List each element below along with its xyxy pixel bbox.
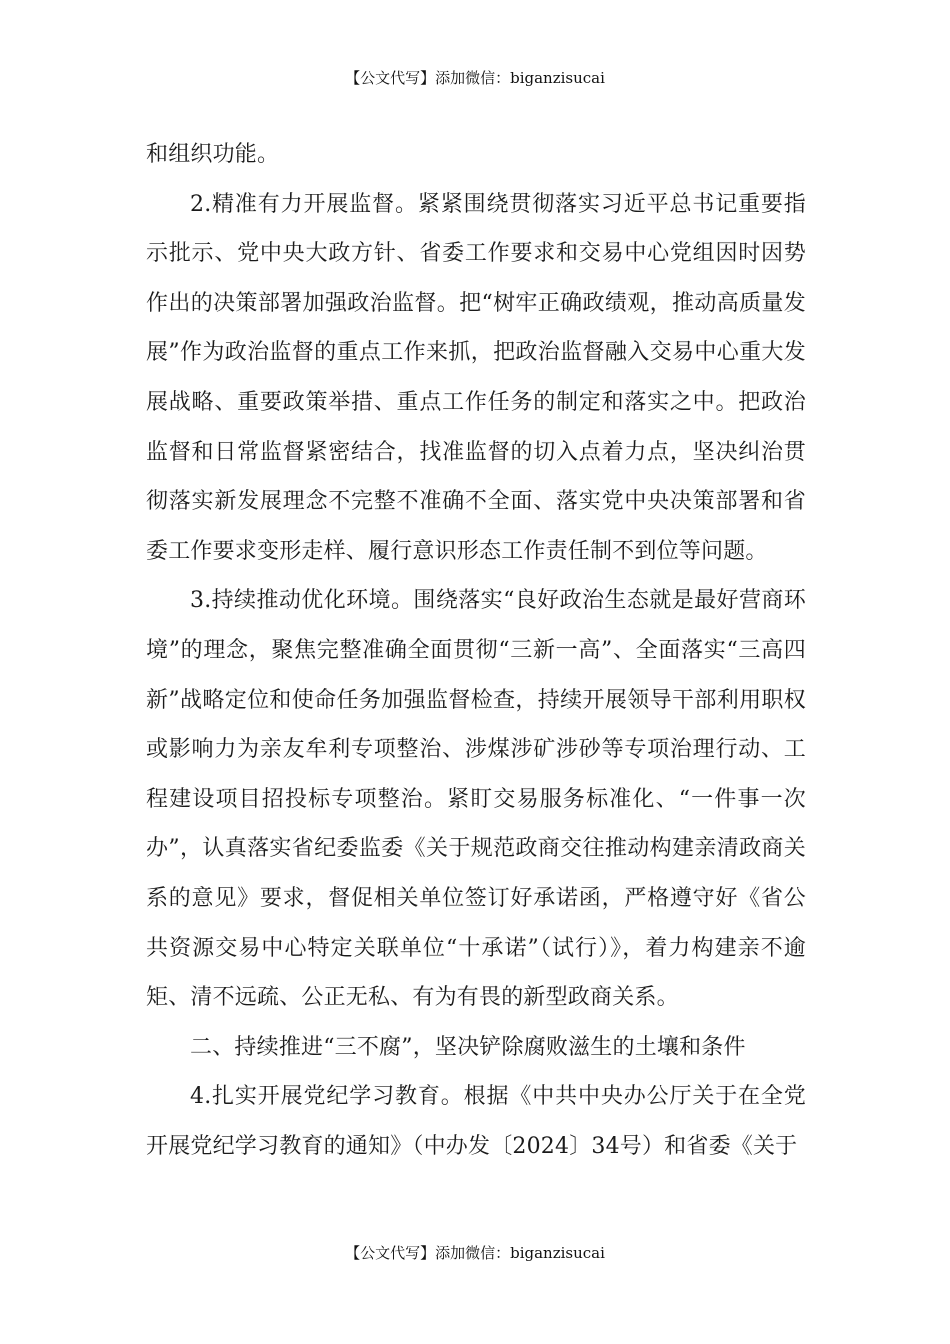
document-body [146, 130, 806, 1171]
section-heading-2: 二、持续推进“三不腐”，坚决铲除腐败滋生的土壤和条件 [190, 1034, 746, 1060]
paragraph-continuation: 和组织功能。 [146, 142, 280, 167]
page-header-watermark: 【公文代写】添加微信：biganzisucai [345, 69, 605, 87]
paragraph-item-4: 4.扎实开展党纪学习教育。根据《中共中央办公厅关于在全党开展党纪学习教育的通知》（中办发〔2024〕34号）和省委《关于 [146, 1084, 806, 1159]
paragraph-item-3: 3.持续推动优化环境。围绕落实“良好政治生态就是最好营商环境”的理念，聚焦完整准确全面贯彻“三新一高”、全面落实“三高四新”战略定位和使命任务加强监督检查，持续开展领导干部利用职权或影响力为亲友牟利专项整治、涉煤涉矿涉砂等专项治理行动、工程建设项目招投标专项整治。紧盯交易服务标准化、“一件事一次办”，认真落实省纪委监委《关于规范政商交往推动构建亲清政商关系的意见》要求，督促相关单位签订好承诺函，严格遵守好《省公共资源交易中心特定关联单位“十承诺”（试行）》，着力构建亲不逾矩、清不远疏、公正无私、有为有畏的新型政商关系。 [146, 588, 806, 1011]
paragraph-item-2: 2.精准有力开展监督。紧紧围绕贯彻落实习近平总书记重要指示批示、党中央大政方针、省委工作要求和交易中心党组因时因势作出的决策部署加强政治监督。把“树牢正确政绩观，推动高质量发展”作为政治监督的重点工作来抓，把政治监督融入交易中心重大发展战略、重要政策举措、重点工作任务的制定和落实之中。把政治监督和日常监督紧密结合，找准监督的切入点着力点，坚决纠治贯彻落实新发展理念不完整不准确不全面、落实党中央决策部署和省委工作要求变形走样、履行意识形态工作责任制不到位等问题。 [146, 191, 806, 564]
page-footer-watermark: 【公文代写】添加微信：biganzisucai [345, 1244, 605, 1262]
